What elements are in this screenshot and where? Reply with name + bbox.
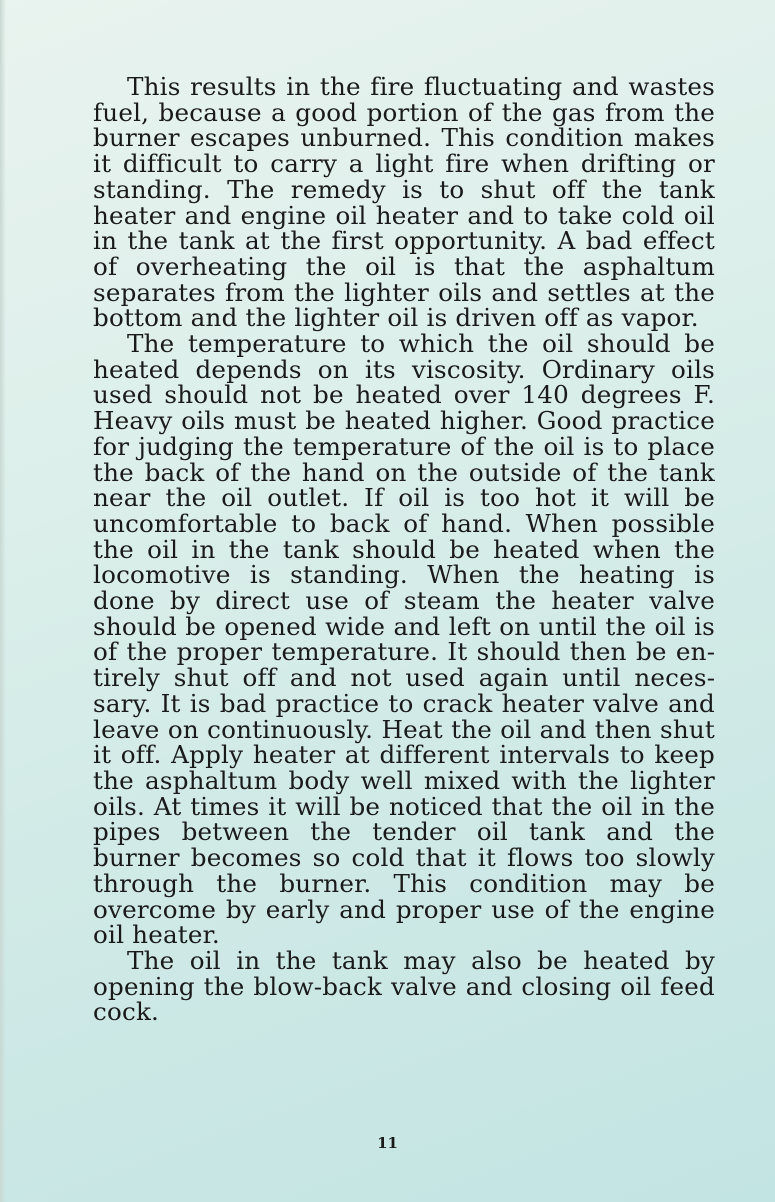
paragraph-2: The temperature to which the oil should be heated depends on its viscosity. Ordinary oils used should not be heated over 140 degrees F. Heavy oils must be heated higher. Good practice for judging the temperature of the oil is to place the back of the hand on the outside of the tank near the oil outlet. If oil is too hot it will be uncomfortable to back of hand. When possible the oil in the tank should be heated when the locomotive is standing. When the heating is done by direct use of steam the heater valve should be opened wide and left on until the oil is of the proper temperature. It should then be entirely shut off and not used again until necessary. It is bad practice to crack heater valve and leave on continuously. Heat the oil and then shut it off. Apply heater at different intervals to keep the asphaltum body well mixed with the lighter oils. At times it will be noticed that the oil in the pipes between the tender oil tank and the burner becomes so cold that it flows too slowly through the burner. This condition may be overcome by early and proper use of the engine oil heater.	[93, 329, 715, 950]
paragraph-3: The oil in the tank may also be heated by opening the blow-back valve and closing oil feed cock.	[93, 945, 715, 1027]
paragraph-1: This results in the fire fluctuating and wastes fuel, because a good portion of the gas from the burner escapes unburned. This condition makes it difficult to carry a light fire when drifting or standing. The remedy is to shut off the tank heater and engine oil heater and to take cold oil in the tank at the first opportunity. A bad effect of overheating the oil is that the asphaltum separates from the lighter oils and settles at the bottom and the lighter oil is driven off as vapor.	[93, 72, 715, 333]
page-edge	[0, 0, 6, 1202]
page-number: 11	[377, 1134, 398, 1152]
body-text	[93, 74, 715, 1025]
